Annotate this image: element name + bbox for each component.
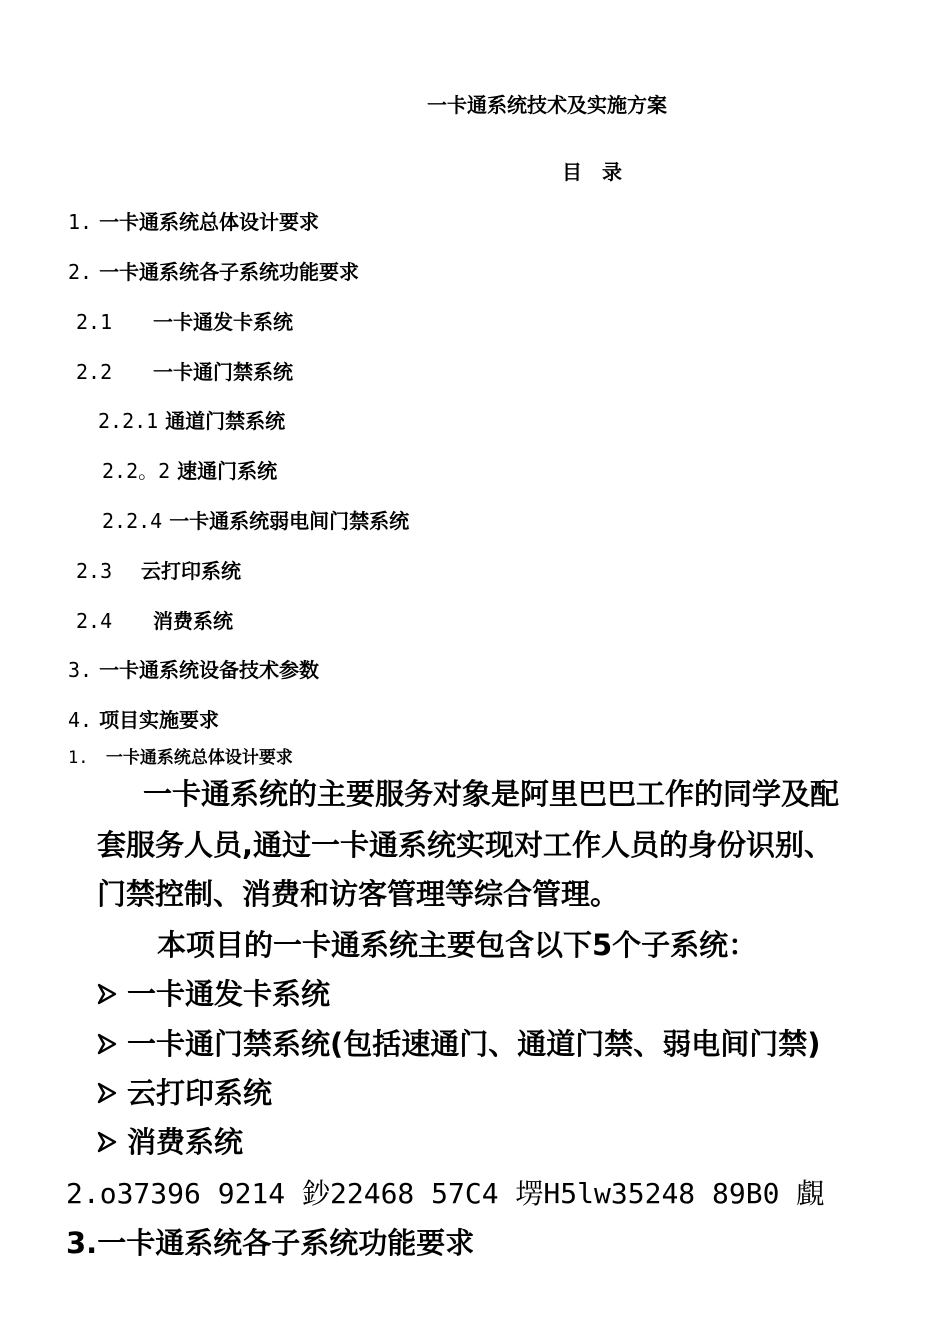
garbled-text-line: 2.o37396 9214 鈔22468 57C4 塄H5lw35248 89B0 覰: [66, 1177, 825, 1210]
arrow-bullet-icon: [97, 1130, 117, 1154]
bullet-label: 一卡通门禁系统(包括速通门、通道门禁、弱电间门禁): [127, 1027, 821, 1061]
toc-item[interactable]: [76, 555, 241, 584]
toc-item-number: 2.2。2: [102, 459, 171, 483]
toc-item[interactable]: [68, 654, 319, 683]
section-heading: [68, 743, 293, 768]
toc-item[interactable]: [68, 206, 319, 235]
bullet-label: 云打印系统: [127, 1076, 273, 1110]
toc-item[interactable]: [76, 605, 233, 634]
toc-item-label: 一卡通系统总体设计要求: [99, 210, 320, 234]
toc-item-label: 一卡通门禁系统: [152, 360, 293, 384]
paragraph-line: 套服务人员,通过一卡通系统实现对工作人员的身份识别、: [97, 828, 834, 862]
document-title: 一卡通系统技术及实施方案: [427, 93, 667, 117]
toc-item-number: 2.: [68, 260, 93, 284]
paragraph-line: 一卡通系统的主要服务对象是阿里巴巴工作的同学及配: [143, 777, 840, 811]
toc-item-label: 项目实施要求: [99, 708, 220, 732]
section-heading-label: 一卡通系统总体设计要求: [105, 748, 293, 768]
toc-item[interactable]: [68, 256, 359, 285]
paragraph-line: 门禁控制、消费和访客管理等综合管理。: [97, 877, 620, 911]
arrow-bullet-icon: [97, 1081, 117, 1105]
bullet-item: [97, 1120, 243, 1161]
toc-item-number: 2.4: [76, 609, 113, 633]
bullet-label: 一卡通发卡系统: [127, 977, 331, 1011]
toc-item-label: 一卡通系统各子系统功能要求: [99, 260, 360, 284]
bullet-item: [97, 972, 330, 1013]
toc-item[interactable]: [76, 356, 293, 385]
toc-item-number: 2.2.1: [98, 409, 159, 433]
bullet-label: 消费系统: [127, 1125, 244, 1159]
arrow-bullet-icon: [97, 982, 117, 1006]
toc-item-label: 一卡通系统弱电间门禁系统: [169, 509, 410, 533]
toc-item-number: 2.1: [76, 310, 113, 334]
toc-heading: 目 录: [562, 160, 622, 184]
toc-item[interactable]: [76, 306, 293, 335]
toc-item-label: 速通门系统: [177, 459, 278, 483]
bullet-item: [97, 1022, 821, 1063]
toc-item-number: 1.: [68, 210, 93, 234]
toc-item[interactable]: [102, 455, 277, 484]
toc-item-number: 3.: [68, 658, 93, 682]
toc-item-number: 2.2.4: [102, 509, 163, 533]
toc-item[interactable]: [68, 704, 219, 733]
toc-item-label: 消费系统: [152, 609, 233, 633]
toc-item-number: 4.: [68, 708, 93, 732]
toc-item-label: 通道门禁系统: [165, 409, 286, 433]
toc-item-label: 云打印系统: [140, 559, 241, 583]
arrow-bullet-icon: [97, 1032, 117, 1056]
bullet-item: [97, 1071, 272, 1112]
toc-item[interactable]: [102, 505, 409, 534]
paragraph-line: 本项目的一卡通系统主要包含以下5个子系统：: [157, 928, 758, 962]
toc-item-label: 一卡通发卡系统: [152, 310, 293, 334]
section-heading-number: 1.: [68, 748, 89, 768]
section-heading: 3.一卡通系统各子系统功能要求: [66, 1226, 475, 1260]
toc-item[interactable]: [98, 405, 285, 434]
toc-item-number: 2.2: [76, 360, 113, 384]
toc-item-label: 一卡通系统设备技术参数: [99, 658, 320, 682]
toc-item-number: 2.3: [76, 559, 113, 583]
